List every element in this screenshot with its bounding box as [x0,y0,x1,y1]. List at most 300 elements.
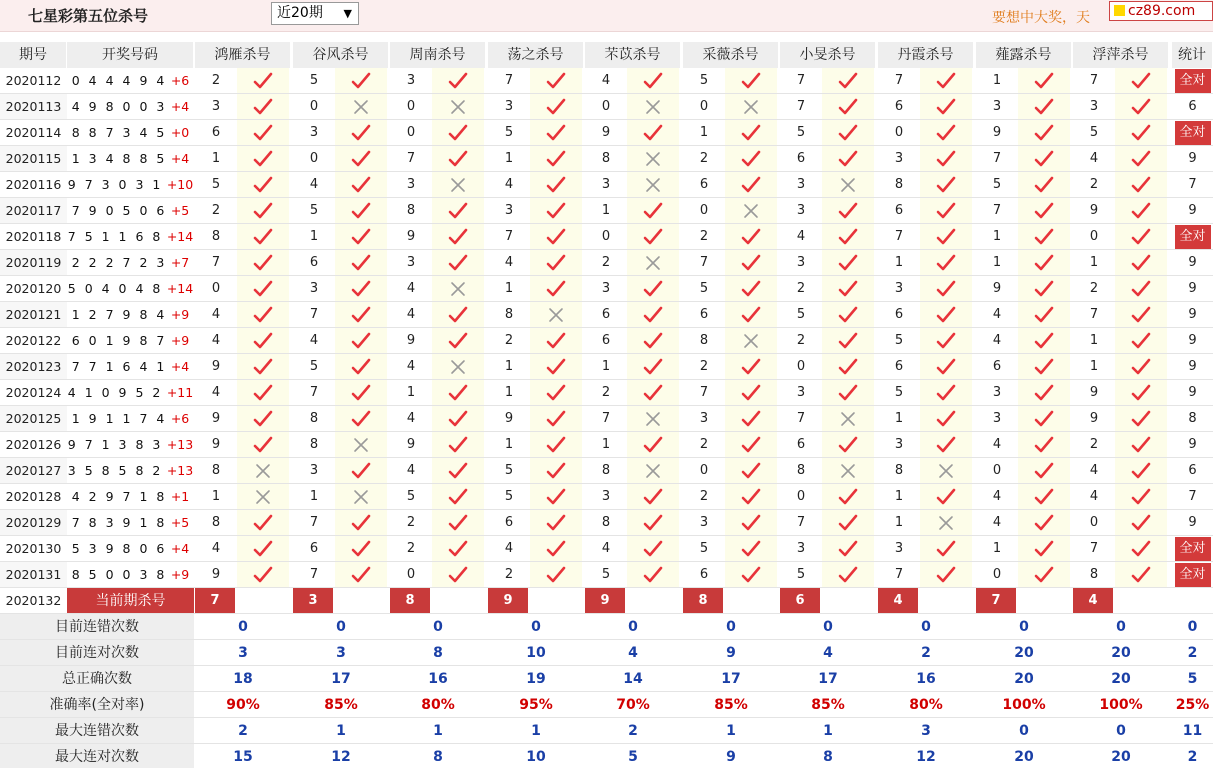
hit-mark [237,406,289,432]
hit-mark [530,94,582,120]
hit-mark [822,562,874,588]
hit-mark [920,250,972,276]
kill-number-cell: 1 [211,489,221,504]
kill-number-cell: 5 [699,541,709,556]
kill-number-cell: 7 [699,255,709,270]
draw-numbers-cell [67,276,194,302]
hit-mark [920,172,972,198]
check-icon [448,514,468,532]
hit-mark [822,146,874,172]
kill-number-cell: 1 [699,125,709,140]
stat-value: 17 [818,671,838,687]
hit-mark [237,510,289,536]
stat-value: 0 [238,619,248,635]
stat-value: 20 [1014,645,1034,661]
hit-mark [627,328,679,354]
kill-number-cell: 2 [601,385,611,400]
period-select[interactable] [271,2,359,25]
check-icon [546,98,566,116]
hit-mark [530,432,582,458]
check-icon [351,410,371,428]
check-icon [546,436,566,454]
stat-cell [1172,120,1213,146]
kill-number-cell: 4 [211,333,221,348]
kill-number-cell: 0 [796,359,806,374]
check-icon [741,384,761,402]
cross-icon [352,488,370,506]
check-icon [1034,202,1054,220]
stat-value: 19 [526,671,546,687]
kill-number-cell: 5 [211,177,221,192]
stat-value: 5 [628,749,638,765]
cross-icon [839,176,857,194]
kill-number-cell: 7 [992,151,1002,166]
hit-mark [1115,484,1167,510]
check-icon [1131,72,1151,90]
check-icon [936,176,956,194]
miss-mark [237,458,289,484]
check-icon [1034,488,1054,506]
hit-mark [725,354,777,380]
draw-sum: +1 [166,489,190,504]
kill-number-cell: 3 [504,203,514,218]
cross-icon [547,306,565,324]
cross-icon [742,202,760,220]
hit-mark [1018,146,1070,172]
kill-number-cell: 3 [894,151,904,166]
hit-mark [335,120,387,146]
hit-mark [1115,432,1167,458]
stat-value: 0 [531,619,541,635]
stat-cell: 9 [1188,255,1197,270]
kill-number-cell: 6 [894,307,904,322]
kill-number-cell: 5 [699,73,709,88]
hit-mark [1018,224,1070,250]
kill-number-cell: 1 [601,203,611,218]
kill-number-cell: 2 [1089,437,1099,452]
stat-cell [1172,562,1213,588]
hit-mark [335,172,387,198]
period-cell: 2020112 [0,68,67,94]
check-icon [1034,124,1054,142]
hit-mark [432,224,484,250]
kill-number-cell: 7 [796,411,806,426]
kill-number-cell: 5 [796,567,806,582]
hit-mark [725,432,777,458]
hit-mark [627,302,679,328]
check-icon [1034,72,1054,90]
check-icon [643,332,663,350]
check-icon [448,436,468,454]
hit-mark [725,406,777,432]
hit-mark [335,68,387,94]
kill-number-cell: 1 [1089,255,1099,270]
check-icon [936,202,956,220]
stat-value: 1 [336,723,346,739]
check-icon [838,358,858,376]
miss-mark [335,94,387,120]
site-logo-badge[interactable] [1109,1,1213,21]
draw-numbers-cell [67,120,194,146]
hit-mark [1018,562,1070,588]
miss-mark [432,94,484,120]
kill-number-cell: 9 [601,125,611,140]
hit-mark [432,562,484,588]
site-logo-text: cz89.com [1128,3,1196,19]
kill-number-cell: 4 [992,333,1002,348]
check-icon [741,514,761,532]
hit-mark [237,120,289,146]
miss-mark [432,354,484,380]
stat-value: 95% [519,697,553,713]
hit-mark [1115,94,1167,120]
draw-numbers: 5 0 4 0 4 8 [67,281,163,296]
hit-mark [335,328,387,354]
hit-mark [530,224,582,250]
check-icon [838,306,858,324]
check-icon [1131,254,1151,272]
kill-number-cell: 0 [699,99,709,114]
stat-cell: 9 [1188,307,1197,322]
stat-cell: 6 [1188,99,1197,114]
kill-number-cell: 1 [309,489,319,504]
kill-number-cell: 5 [406,489,416,504]
draw-sum: +6 [166,73,190,88]
kill-number-cell: 8 [894,177,904,192]
kill-number-cell: 3 [699,515,709,530]
check-icon [546,150,566,168]
draw-numbers-cell [67,172,194,198]
kill-number-cell: 4 [504,541,514,556]
period-cell: 2020117 [0,198,67,224]
kill-number-cell: 8 [309,411,319,426]
hit-mark [432,510,484,536]
kill-number-cell: 8 [211,463,221,478]
kill-number-cell: 5 [1089,125,1099,140]
check-icon [351,228,371,246]
stat-value: 1 [531,723,541,739]
period-cell: 2020119 [0,250,67,276]
kill-number-cell: 0 [406,567,416,582]
check-icon [936,306,956,324]
stat-value: 100% [1002,697,1046,713]
period-cell: 2020114 [0,120,67,146]
kill-number-cell: 7 [894,567,904,582]
period-cell: 2020129 [0,510,67,536]
kill-number-cell: 7 [796,515,806,530]
check-icon [1034,384,1054,402]
stat-value: 8 [823,749,833,765]
draw-numbers: 9 7 1 3 8 3 [67,437,163,452]
miss-mark [920,510,972,536]
check-icon [448,202,468,220]
stat-label: 准确率(全对率) [0,692,194,718]
miss-mark [627,458,679,484]
current-kill-number: 4 [1073,588,1113,614]
kill-number-cell: 1 [504,385,514,400]
check-icon [1034,176,1054,194]
kill-number-cell: 4 [1089,463,1099,478]
kill-number-cell: 6 [894,203,904,218]
kill-number-cell: 4 [309,333,319,348]
draw-numbers-cell [67,458,194,484]
kill-number-cell: 1 [1089,333,1099,348]
check-icon [1131,280,1151,298]
kill-number-cell: 5 [504,489,514,504]
check-icon [1131,332,1151,350]
check-icon [838,124,858,142]
col-header-expert: 鸿雁杀号 [195,42,291,68]
kill-number-cell: 2 [504,567,514,582]
hit-mark [725,224,777,250]
promo-marquee[interactable]: 要想中大奖，天 [992,10,1090,26]
kill-number-cell: 8 [1089,567,1099,582]
hit-mark [725,68,777,94]
draw-numbers-cell [67,510,194,536]
stat-value: 0 [726,619,736,635]
kill-number-cell: 2 [699,151,709,166]
stat-cell: 6 [1188,463,1197,478]
hit-mark [1115,250,1167,276]
hit-mark [822,198,874,224]
check-icon [546,514,566,532]
check-icon [741,176,761,194]
kill-number-cell: 3 [406,255,416,270]
draw-sum: +4 [166,359,190,374]
check-icon [1034,410,1054,428]
check-icon [1131,306,1151,324]
kill-number-cell: 4 [796,229,806,244]
col-header-stat: 统计 [1172,42,1213,68]
kill-number-cell: 1 [992,73,1002,88]
check-icon [643,488,663,506]
cross-icon [839,462,857,480]
hit-mark [920,484,972,510]
check-icon [838,384,858,402]
kill-number-cell: 9 [211,359,221,374]
hit-mark [530,510,582,536]
hit-mark [1018,328,1070,354]
cross-icon [644,254,662,272]
hit-mark [237,94,289,120]
hit-mark [822,536,874,562]
kill-number-cell: 4 [211,385,221,400]
hit-mark [335,302,387,328]
hit-mark [822,94,874,120]
kill-number-cell: 9 [211,567,221,582]
stat-value: 16 [428,671,448,687]
hit-mark [1018,68,1070,94]
hit-mark [335,250,387,276]
check-icon [546,254,566,272]
stat-value: 0 [823,619,833,635]
col-header-expert: 荡之杀号 [488,42,584,68]
stat-total: 25% [1175,697,1210,713]
kill-number-cell: 5 [601,567,611,582]
kill-number-cell: 3 [992,99,1002,114]
draw-numbers-cell [67,432,194,458]
kill-number-cell: 2 [601,255,611,270]
check-icon [448,332,468,350]
hit-mark [530,458,582,484]
hit-mark [530,250,582,276]
kill-number-cell: 3 [504,99,514,114]
kill-number-cell: 4 [406,463,416,478]
kill-number-cell: 6 [699,567,709,582]
miss-mark [627,250,679,276]
hit-mark [1018,432,1070,458]
current-kill-number: 8 [390,588,430,614]
stat-value: 85% [714,697,748,713]
kill-number-cell: 0 [992,567,1002,582]
stat-cell: 9 [1188,385,1197,400]
current-kill-number: 4 [878,588,918,614]
cross-icon [254,488,272,506]
check-icon [448,462,468,480]
check-icon [1034,150,1054,168]
all-correct-badge: 全对 [1175,563,1211,587]
kill-number-cell: 0 [211,281,221,296]
check-icon [936,436,956,454]
period-cell: 2020127 [0,458,67,484]
check-icon [741,436,761,454]
hit-mark [1115,380,1167,406]
hit-mark [627,68,679,94]
draw-sum: +4 [166,541,190,556]
check-icon [351,254,371,272]
hit-mark [1018,380,1070,406]
kill-number-cell: 5 [699,281,709,296]
hit-mark [1018,458,1070,484]
cross-icon [937,462,955,480]
kill-number-cell: 1 [992,255,1002,270]
hit-mark [1018,120,1070,146]
period-select-value: 近20期 [277,5,323,21]
draw-numbers: 4 2 9 7 1 8 [71,489,167,504]
check-icon [1131,488,1151,506]
miss-mark [237,484,289,510]
hit-mark [725,120,777,146]
kill-number-cell: 7 [406,151,416,166]
draw-sum: +9 [166,333,190,348]
kill-number-cell: 1 [601,437,611,452]
check-icon [253,384,273,402]
check-icon [936,150,956,168]
hit-mark [237,354,289,380]
hit-mark [335,536,387,562]
check-icon [741,358,761,376]
hit-mark [1115,302,1167,328]
check-icon [1131,98,1151,116]
hit-mark [1018,172,1070,198]
miss-mark [627,146,679,172]
hit-mark [530,328,582,354]
kill-number-cell: 3 [796,385,806,400]
kill-number-cell: 3 [894,281,904,296]
kill-number-cell: 7 [796,99,806,114]
hit-mark [237,562,289,588]
stat-cell: 7 [1188,177,1197,192]
period-cell: 2020116 [0,172,67,198]
stat-cell [1172,68,1213,94]
col-header-expert: 周南杀号 [390,42,486,68]
check-icon [351,540,371,558]
hit-mark [432,146,484,172]
hit-mark [1018,354,1070,380]
stat-value: 9 [726,749,736,765]
check-icon [741,540,761,558]
hit-mark [822,224,874,250]
miss-mark [530,302,582,328]
hit-mark [335,380,387,406]
kill-number-cell: 3 [601,177,611,192]
check-icon [936,280,956,298]
kill-number-cell: 1 [504,281,514,296]
draw-numbers-cell [67,484,194,510]
stat-value: 15 [233,749,253,765]
hit-mark [237,536,289,562]
hit-mark [1115,172,1167,198]
stat-value: 85% [324,697,358,713]
stat-value: 0 [1019,619,1029,635]
hit-mark [1115,354,1167,380]
check-icon [1131,540,1151,558]
hit-mark [432,432,484,458]
hit-mark [335,146,387,172]
hit-mark [1018,198,1070,224]
draw-sum: +14 [162,229,194,244]
check-icon [838,436,858,454]
stat-value: 1 [433,723,443,739]
check-icon [1131,462,1151,480]
check-icon [253,98,273,116]
hit-mark [530,406,582,432]
check-icon [741,488,761,506]
draw-numbers: 7 7 1 6 4 1 [71,359,167,374]
hit-mark [725,510,777,536]
draw-sum: +9 [166,567,190,582]
kill-number-cell: 0 [309,151,319,166]
kill-number-cell: 0 [309,99,319,114]
miss-mark [335,432,387,458]
kill-number-cell: 1 [894,411,904,426]
kill-number-cell: 9 [1089,411,1099,426]
hit-mark [1018,510,1070,536]
draw-numbers-cell [67,302,194,328]
kill-number-cell: 6 [504,515,514,530]
check-icon [643,228,663,246]
cross-icon [644,176,662,194]
kill-number-cell: 2 [699,489,709,504]
kill-number-cell: 5 [309,359,319,374]
all-correct-badge: 全对 [1175,69,1211,93]
draw-numbers: 4 9 8 0 0 3 [71,99,167,114]
miss-mark [335,484,387,510]
stat-value: 2 [238,723,248,739]
stat-value: 0 [921,619,931,635]
check-icon [448,488,468,506]
check-icon [351,124,371,142]
draw-numbers-cell [67,536,194,562]
stat-value: 2 [921,645,931,661]
kill-number-cell: 6 [992,359,1002,374]
kill-number-cell: 9 [992,125,1002,140]
kill-number-cell: 3 [796,541,806,556]
stat-label: 总正确次数 [0,666,194,692]
col-header-expert: 浮萍杀号 [1073,42,1169,68]
draw-sum: +7 [166,255,190,270]
check-icon [351,384,371,402]
